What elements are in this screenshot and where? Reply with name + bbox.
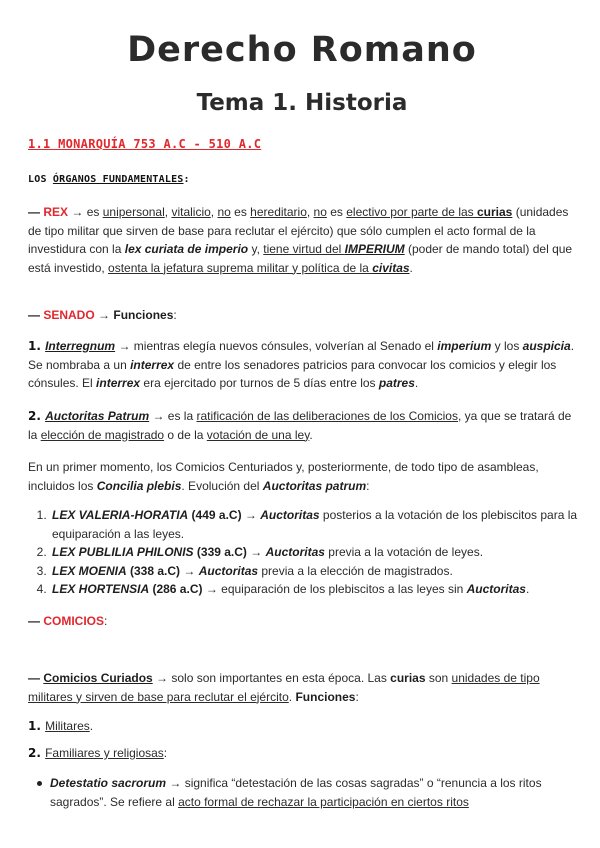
comicios-label: COMICIOS [43,614,105,628]
interregnum-paragraph: 1. Interregnum → mientras elegía nuevos cónsules, volverían al Senado el imperium y los auspicia. Se nombraba a un interrex de entre los senadores patricios para convocar los comicios y elegir los cónsules. El interrex era ejercitado por turnos de 5 días entre los patres. [28,339,575,390]
document-title: Derecho Romano [127,30,477,70]
bullet-icon [37,781,42,786]
senado-label: SENADO [43,308,95,322]
list-item: 1. LEX VALERIA-HORATIA (449 a.C) → Auctoritas posterios a la votación de los plebiscitos para la equiparación a las leyes. [50,506,598,543]
funcion-familiares: 2. Familiares y religiosas: [28,746,168,760]
funcion-militares: 1. Militares. [28,719,94,733]
list-item: 3. LEX MOENIA (338 a.C) → Auctoritas previa a la elección de magistrados. [50,562,598,581]
rex-paragraph: — REX → es unipersonal, vitalicio, no es hereditario, no es electivo por parte de las curias (unidades de tipo militar que sirven de base para reclutar el ejército) que sólo cumplen el acto formal de la investidura con la lex curiata de imperio y, tiene virtud del IMPERIUM (poder de mando total) del que está investido, ostenta la jefatura suprema militar y política de la civitas. [28,205,573,275]
auctoritas-paragraph: 2. Auctoritas Patrum → es la ratificación de las deliberaciones de los Comicios, ya que se tratará de la elección de magistrado o de la votación de una ley. [28,409,572,442]
organos-heading: LOS ÓRGANOS FUNDAMENTALES: [28,174,190,185]
document-subtitle: Tema 1. Historia [196,90,408,116]
rex-label: REX [43,205,69,219]
section-heading-monarquia: 1.1 MONARQUÍA 753 A.C - 510 A.C [28,137,262,151]
curiados-paragraph: — Comicios Curiados → solo son importantes en esta época. Las curias son unidades de tipo militares y sirven de base para reclutar el ejército. Funciones: [28,671,540,704]
comicios-heading: — COMICIOS: [28,614,108,628]
list-item: 2. LEX PUBLILIA PHILONIS (339 a.C) → Auctoritas previa a la votación de leyes. [50,543,598,562]
list-item: 4. LEX HORTENSIA (286 a.C) → equiparación de los plebiscitos a las leyes sin Auctoritas. [50,580,598,599]
detestatio-list [28,774,598,811]
list-item: Detestatio sacrorum → significa “detestación de las cosas sagradas” o “renuncia a los ritos sagrados”. Se refiere al acto formal de rechazar la participación en ciertos ritos [50,774,598,811]
senado-heading: — SENADO → Funciones: [28,308,177,322]
primer-momento-paragraph: En un primer momento, los Comicios Centuriados y, posteriormente, de todo tipo de asambleas, incluidos los Concilia plebis. Evolución del Auctoritas patrum: [28,460,539,493]
laws-list [28,506,598,599]
